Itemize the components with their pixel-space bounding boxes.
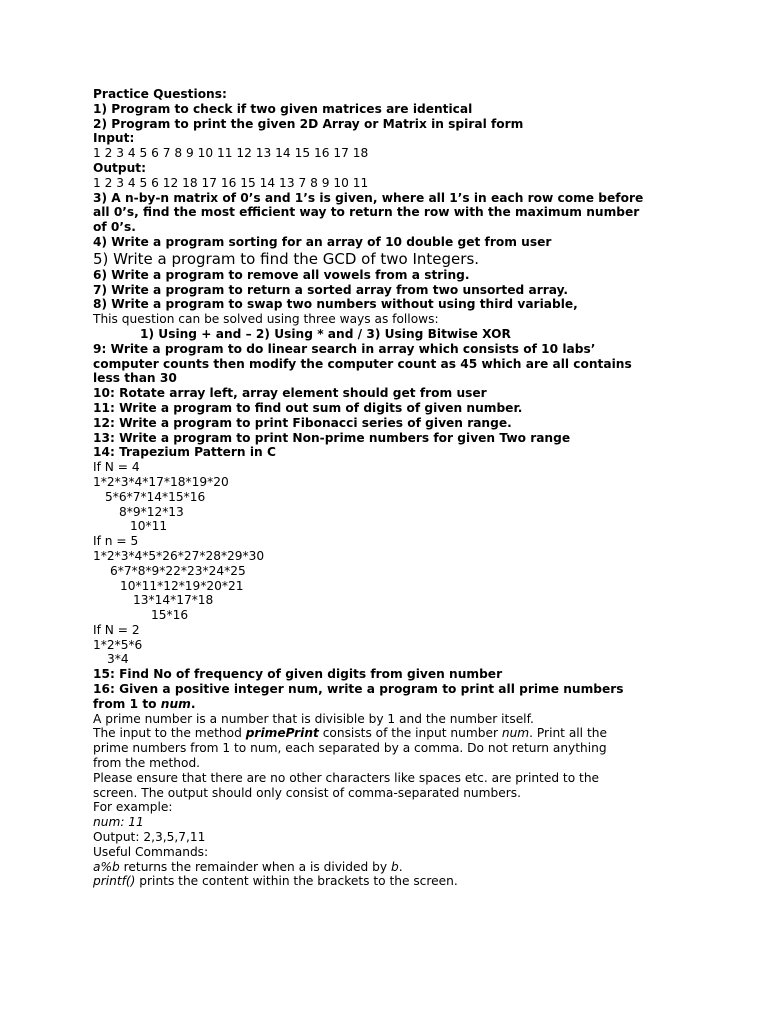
description-2-suffix: . Print all the — [529, 726, 607, 741]
question-4: 4) Write a program sorting for an array of 10 double get from user — [93, 234, 552, 249]
pattern-a-row: 5*6*7*14*15*16 — [105, 489, 206, 504]
description-line-6: screen. The output should only consist of comma-separated numbers. — [93, 785, 521, 800]
question-2: 2) Program to print the given 2D Array or Matrix in spiral form — [93, 116, 524, 131]
question-5: 5) Write a program to find the GCD of two Integers. — [93, 249, 480, 268]
question-7: 7) Write a program to return a sorted array from two unsorted array. — [93, 282, 569, 297]
useful-commands-label: Useful Commands: — [93, 844, 209, 859]
question-9-line-3: less than 30 — [93, 371, 177, 386]
question-2-input-label: Input: — [93, 131, 135, 146]
question-15: 15: Find No of frequency of given digits from given number — [93, 667, 503, 682]
question-16-suffix: . — [190, 696, 196, 711]
question-16-line-2 — [93, 697, 743, 712]
example-input: num: 11 — [93, 815, 144, 830]
pattern-b-row: 6*7*8*9*22*23*24*25 — [110, 563, 246, 578]
description-line-4: from the method. — [93, 756, 201, 771]
question-9-line-1: 9: Write a program to do linear search in array which consists of 10 labs’ — [93, 341, 596, 356]
question-8-ways: 1) Using + and – 2) Using * and / 3) Using Bitwise XOR — [140, 326, 511, 341]
description-line-1: A prime number is a number that is divisible by 1 and the number itself. — [93, 711, 534, 726]
question-3-line-3: of 0’s. — [93, 220, 136, 235]
description-line-3: prime numbers from 1 to num, each separated by a comma. Do not return anything — [93, 741, 607, 756]
pattern-c-label: If N = 2 — [93, 622, 140, 637]
question-16-line-1: 16: Given a positive integer num, write a program to print all prime numbers — [93, 682, 624, 697]
question-16-prefix: from 1 to — [93, 696, 161, 711]
heading: Practice Questions: — [93, 87, 227, 101]
question-3-line-2: all 0’s, find the most efficient way to return the row with the maximum number — [93, 205, 640, 220]
example-output: Output: 2,3,5,7,11 — [93, 830, 206, 845]
question-6: 6) Write a program to remove all vowels from a string. — [93, 267, 470, 282]
pattern-b-label: If n = 5 — [93, 534, 139, 549]
question-10: 10: Rotate array left, array element should get from user — [93, 386, 487, 401]
command-1-text-c: . — [398, 859, 403, 874]
pattern-b-row: 10*11*12*19*20*21 — [120, 578, 244, 593]
question-11: 11: Write a program to find out sum of digits of given number. — [93, 400, 523, 415]
pattern-a-row: 10*11 — [130, 519, 168, 534]
pattern-c-row: 1*2*5*6 — [93, 637, 143, 652]
question-1: 1) Program to check if two given matrices are identical — [93, 101, 473, 116]
pattern-a-row: 8*9*12*13 — [119, 504, 184, 519]
question-12: 12: Write a program to print Fibonacci series of given range. — [93, 415, 512, 430]
question-2-output-value: 1 2 3 4 5 6 12 18 17 16 15 14 13 7 8 9 10 11 — [93, 175, 369, 190]
description-2-prefix: The input to the method — [93, 726, 246, 741]
question-8-note: This question can be solved using three ways as follows: — [93, 312, 439, 327]
question-2-output-label: Output: — [93, 160, 146, 175]
pattern-a-row: 1*2*3*4*17*18*19*20 — [93, 474, 229, 489]
pattern-c-row: 3*4 — [107, 652, 129, 667]
command-2-code: printf() — [93, 874, 136, 889]
pattern-b-row: 13*14*17*18 — [133, 593, 214, 608]
question-16-num: num — [160, 696, 191, 711]
command-1-code: a%b — [93, 859, 120, 874]
variable-num: num — [501, 726, 530, 741]
question-13: 13: Write a program to print Non-prime numbers for given Two range — [93, 430, 571, 445]
command-2 — [93, 874, 743, 889]
question-2-input-value: 1 2 3 4 5 6 7 8 9 10 11 12 13 14 15 16 17 18 — [93, 146, 369, 161]
document-page — [93, 87, 743, 889]
question-9-line-2: computer counts then modify the computer count as 45 which are all contains — [93, 356, 632, 371]
question-3-line-1: 3) A n-by-n matrix of 0’s and 1’s is given, where all 1’s in each row come before — [93, 190, 644, 205]
pattern-a-label: If N = 4 — [93, 460, 140, 475]
command-1-text-a: returns the remainder when a is divided by — [119, 859, 391, 874]
description-line-2 — [93, 726, 743, 741]
pattern-b-row: 1*2*3*4*5*26*27*28*29*30 — [93, 548, 265, 563]
example-label: For example: — [93, 800, 173, 815]
command-2-text: prints the content within the brackets to the screen. — [135, 874, 458, 889]
description-line-5: Please ensure that there are no other characters like spaces etc. are printed to the — [93, 770, 600, 785]
description-2-middle: consists of the input number — [318, 726, 502, 741]
command-1-var: b — [390, 859, 399, 874]
pattern-b-row: 15*16 — [151, 608, 189, 623]
question-8: 8) Write a program to swap two numbers without using third variable, — [93, 297, 578, 312]
method-name: primePrint — [245, 726, 319, 741]
command-1 — [93, 860, 743, 875]
question-14: 14: Trapezium Pattern in C — [93, 445, 276, 460]
